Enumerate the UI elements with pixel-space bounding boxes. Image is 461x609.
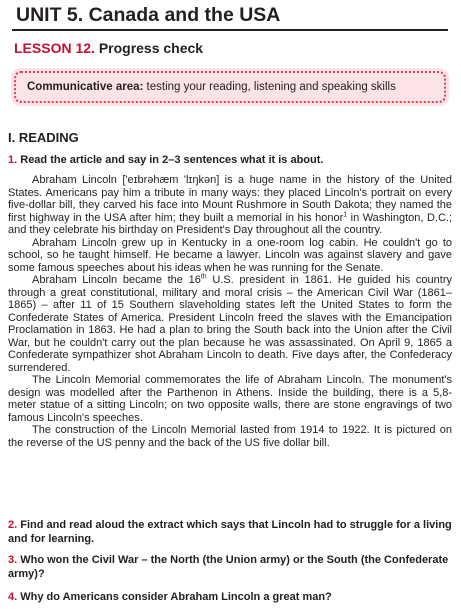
communicative-area-label: Communicative area:	[27, 81, 144, 93]
communicative-area-frame	[14, 71, 446, 103]
article-text-segment: in Washington, D.C.; and they celebrate his birthday on President's Day throughout all the country.	[8, 211, 452, 236]
question-text: Why do Americans consider Abraham Lincoln a great man?	[20, 591, 332, 603]
lesson-heading	[14, 39, 203, 57]
article-text-segment: U.S. president in 1861. He guided his country through a great constitutional, military and moral crisis – the American Civil War (1861–1865) – after 11 of 15 Southern slaveholding states left the United States to form the Confederate States of America. President Lincoln freed the slaves with the Emancipation Proclamation in 1863. He had a plan to bring the South back into the Union after the Civil War, but he couldn't carry out the plan because he was assassinated. On April 9, 1865 a Confederate sympathizer shot Abraham Lincoln to death. Five days after, the Confederacy surrendered.	[8, 274, 452, 374]
question-text: Who won the Civil War – the North (the Union army) or the South (the Confederate army)?	[8, 554, 449, 580]
article-paragraph: Abraham Lincoln grew up in Kentucky in a one-room log cabin. He couldn't go to school, so he taught himself. He became a lawyer. Lincoln was against slavery and gave some famous speeches about his ideas when he was running for the Senate.	[8, 236, 452, 274]
question-number: 1.	[8, 154, 18, 166]
question-1	[8, 153, 452, 167]
footnote-marker: 1	[343, 210, 348, 218]
section-heading: I. READING	[8, 130, 79, 145]
article-paragraph: The construction of the Lincoln Memorial lasted from 1914 to 1922. It is pictured on the reverse of the US penny and the back of the US five dollar bill.	[8, 424, 452, 449]
lesson-title: Progress check	[98, 40, 204, 56]
question-3	[8, 553, 452, 581]
article-text-segment: Abraham Lincoln ['eɪbrəhæm 'lɪŋkən] is a huge name in the history of the United States. Americans pay him a tribute in many ways: they placed Lincoln's portrait on every five-dollar bill, they carved his face into Mount Rushmore in South Dakota; they named the first highway in the USA after him; they built a memorial in his honor	[8, 174, 452, 224]
article-paragraph	[8, 174, 452, 237]
question-text: Find and read aloud the extract which says that Lincoln had to struggle for a living and for learning.	[8, 519, 452, 545]
question-text: Read the article and say in 2–3 sentences what it is about.	[20, 154, 324, 166]
article-text	[8, 174, 452, 449]
unit-title: UNIT 5. Canada and the USA	[12, 3, 448, 31]
ordinal-suffix: th	[200, 273, 207, 281]
article-paragraph: The Lincoln Memorial commemorates the life of Abraham Lincoln. The monument's design was modelled after the Parthenon in Athens. Inside the building, there is a 5,8-meter statue of a sitting Lincoln; on two opposite walls, there are stone engravings of two famous Lincoln's speeches.	[8, 374, 452, 424]
communicative-area-box	[11, 68, 449, 106]
article-text-segment: Abraham Lincoln became the 16	[32, 274, 201, 286]
question-number: 3.	[8, 554, 18, 566]
question-number: 4.	[8, 591, 18, 603]
question-number: 2.	[8, 519, 18, 531]
lesson-number: LESSON 12.	[14, 40, 95, 56]
article-paragraph	[8, 274, 452, 374]
question-2	[8, 518, 452, 546]
communicative-area-text: testing your reading, listening and speaking skills	[146, 81, 396, 93]
question-4	[8, 590, 452, 604]
